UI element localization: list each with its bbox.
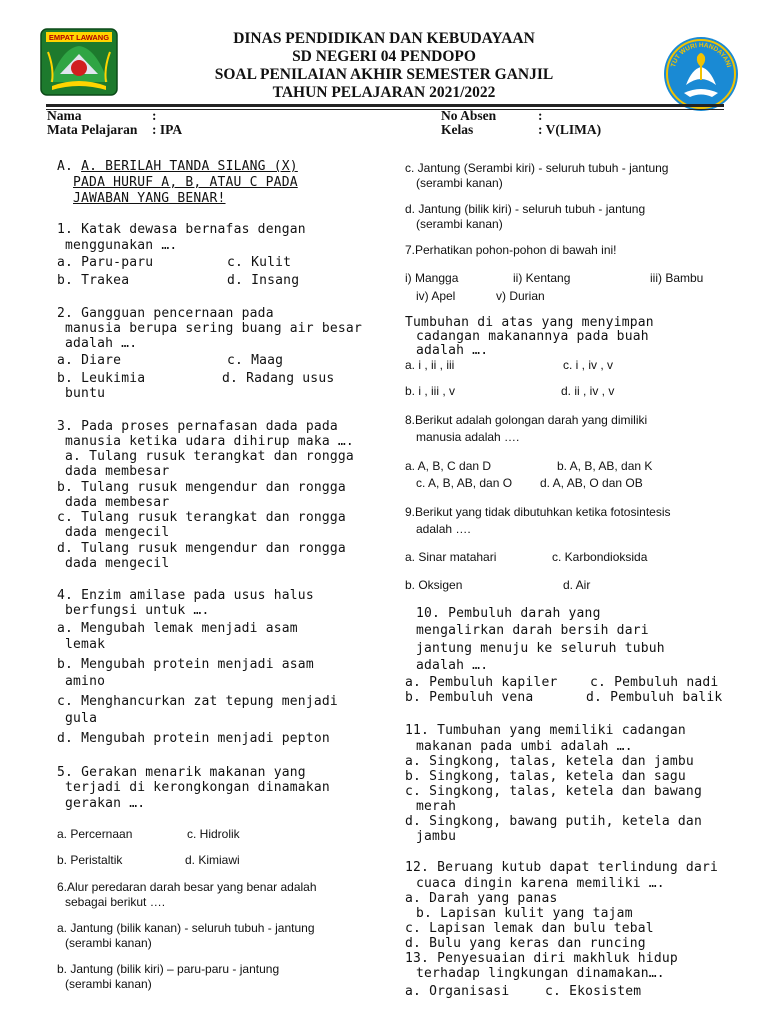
option-6a: a. Jantung (bilik kanan) - seluruh tubuh - jantung bbox=[57, 921, 315, 935]
question-3-text: manusia ketika udara dihirup maka …. bbox=[65, 434, 354, 449]
option-5c: c. Hidrolik bbox=[187, 827, 240, 841]
question-5-text: 5. Gerakan menarik makanan yang bbox=[57, 765, 306, 780]
option-7a: a. i , ii , iii bbox=[405, 358, 455, 372]
question-3-text: 3. Pada proses pernafasan dada pada bbox=[57, 419, 338, 434]
option-3a-cont: dada membesar bbox=[65, 464, 170, 479]
option-11d-cont: jambu bbox=[416, 829, 457, 844]
option-6d-cont: (serambi kanan) bbox=[416, 217, 503, 231]
question-12-text: cuaca dingin karena memiliki …. bbox=[416, 876, 665, 891]
option-7d: d. ii , iv , v bbox=[561, 384, 615, 398]
option-2c: c. Maag bbox=[227, 353, 284, 368]
item-7-ii: ii) Kentang bbox=[513, 271, 571, 285]
option-4b-cont: amino bbox=[65, 674, 106, 689]
option-11c: c. Singkong, talas, ketela dan bawang bbox=[405, 784, 702, 799]
mapel-label: Mata Pelajaran bbox=[47, 122, 138, 137]
option-13c: c. Ekosistem bbox=[545, 984, 642, 999]
nama-colon: : bbox=[152, 108, 157, 123]
question-9-text: 9.Berikut yang tidak dibutuhkan ketika fotosintesis bbox=[405, 505, 671, 519]
header-school: SD NEGERI 04 PENDOPO bbox=[292, 48, 476, 65]
item-7-i: i) Mangga bbox=[405, 271, 459, 285]
option-10b: b. Pembuluh vena bbox=[405, 690, 534, 705]
question-7-text: cadangan makanannya pada buah bbox=[416, 329, 649, 344]
option-9c: c. Karbondioksida bbox=[552, 550, 648, 564]
question-5-text: gerakan …. bbox=[65, 796, 146, 811]
option-4b: b. Mengubah protein menjadi asam bbox=[57, 657, 314, 672]
option-12c: c. Lapisan lemak dan bulu tebal bbox=[405, 921, 654, 936]
question-4-text: 4. Enzim amilase pada usus halus bbox=[57, 588, 314, 603]
option-13a: a. Organisasi bbox=[405, 984, 510, 999]
noabsen-colon: : bbox=[538, 108, 543, 123]
option-2d: d. Radang usus bbox=[222, 371, 335, 386]
option-8b: b. A, B, AB, dan K bbox=[557, 459, 653, 473]
option-8d: d. A, AB, O dan OB bbox=[540, 476, 643, 490]
option-1d: d. Insang bbox=[227, 273, 300, 288]
logo-right-label: TUT WURI HANDAYANI bbox=[669, 41, 733, 69]
question-7-text: adalah …. bbox=[416, 343, 489, 358]
kelas-value: : V(LIMA) bbox=[538, 122, 602, 137]
question-8-text: 8.Berikut adalah golongan darah yang dimiliki bbox=[405, 413, 648, 427]
instruction-line-2: PADA HURUF A, B, ATAU C PADA bbox=[73, 175, 298, 190]
option-10d: d. Pembuluh balik bbox=[586, 690, 723, 705]
option-2a: a. Diare bbox=[57, 353, 122, 368]
question-6-text: sebagai berikut …. bbox=[65, 895, 166, 909]
noabsen-label: No Absen bbox=[441, 108, 497, 123]
option-3c: c. Tulang rusuk terangkat dan rongga bbox=[57, 510, 346, 525]
question-1-text: menggunakan …. bbox=[65, 238, 178, 253]
instruction-line-3: JAWABAN YANG BENAR! bbox=[73, 191, 226, 206]
option-11c-cont: merah bbox=[416, 799, 457, 814]
question-4-text: berfungsi untuk …. bbox=[65, 603, 210, 618]
question-10-text: mengalirkan darah bersih dari bbox=[416, 623, 649, 638]
option-4c: c. Menghancurkan zat tepung menjadi bbox=[57, 694, 338, 709]
header-rule-thick bbox=[46, 104, 724, 107]
kelas-label: Kelas bbox=[441, 122, 474, 137]
option-8a: a. A, B, C dan D bbox=[405, 459, 492, 473]
question-13-text: 13. Penyesuaian diri makhluk hidup bbox=[405, 951, 678, 966]
option-12a: a. Darah yang panas bbox=[405, 891, 558, 906]
option-3d-cont: dada mengecil bbox=[65, 556, 170, 571]
question-11-text: makanan pada umbi adalah …. bbox=[416, 739, 633, 754]
option-6a-cont: (serambi kanan) bbox=[65, 936, 152, 950]
question-8-text: manusia adalah …. bbox=[416, 430, 520, 444]
option-10a: a. Pembuluh kapiler bbox=[405, 675, 558, 690]
option-12b: b. Lapisan kulit yang tajam bbox=[416, 906, 633, 921]
option-11d: d. Singkong, bawang putih, ketela dan bbox=[405, 814, 702, 829]
option-3a: a. Tulang rusuk terangkat dan rongga bbox=[65, 449, 354, 464]
option-3b: b. Tulang rusuk mengendur dan rongga bbox=[57, 480, 346, 495]
option-9b: b. Oksigen bbox=[405, 578, 463, 592]
question-10-text: 10. Pembuluh darah yang bbox=[416, 606, 601, 621]
option-5b: b. Peristaltik bbox=[57, 853, 123, 867]
option-4a-cont: lemak bbox=[65, 637, 106, 652]
item-7-iii: iii) Bambu bbox=[650, 271, 704, 285]
option-6d: d. Jantung (bilik kiri) - seluruh tubuh - jantung bbox=[405, 202, 646, 216]
option-1b: b. Trakea bbox=[57, 273, 130, 288]
option-5d: d. Kimiawi bbox=[185, 853, 240, 867]
option-9d: d. Air bbox=[563, 578, 591, 592]
question-11-text: 11. Tumbuhan yang memiliki cadangan bbox=[405, 723, 686, 738]
option-3d: d. Tulang rusuk mengendur dan rongga bbox=[57, 541, 346, 556]
option-2d-cont: buntu bbox=[65, 386, 106, 401]
header-agency: DINAS PENDIDIKAN DAN KEBUDAYAAN bbox=[233, 30, 535, 47]
option-12d: d. Bulu yang keras dan runcing bbox=[405, 936, 646, 951]
option-6c-cont: (serambi kanan) bbox=[416, 176, 503, 190]
question-2-text: manusia berupa sering buang air besar bbox=[65, 321, 362, 336]
nama-label: Nama bbox=[47, 108, 82, 123]
question-6-text: 6.Alur peredaran darah besar yang benar adalah bbox=[57, 880, 317, 894]
option-11a: a. Singkong, talas, ketela dan jambu bbox=[405, 754, 694, 769]
header-rule-thin bbox=[46, 109, 724, 110]
option-1c: c. Kulit bbox=[227, 255, 292, 270]
option-4c-cont: gula bbox=[65, 711, 98, 726]
logo-left-label: EMPAT LAWANG bbox=[48, 33, 110, 42]
header-year: TAHUN PELAJARAN 2021/2022 bbox=[272, 84, 496, 101]
option-6b-cont: (serambi kanan) bbox=[65, 977, 152, 991]
mapel-value: : IPA bbox=[152, 122, 183, 137]
option-10c: c. Pembuluh nadi bbox=[590, 675, 719, 690]
option-2b: b. Leukimia bbox=[57, 371, 146, 386]
option-3b-cont: dada membesar bbox=[65, 495, 170, 510]
option-6b: b. Jantung (bilik kiri) – paru-paru - jantung bbox=[57, 962, 280, 976]
item-7-v: v) Durian bbox=[496, 289, 545, 303]
option-3c-cont: dada mengecil bbox=[65, 525, 170, 540]
option-1a: a. Paru-paru bbox=[57, 255, 154, 270]
item-7-iv: iv) Apel bbox=[416, 289, 456, 303]
option-8c: c. A, B, AB, dan O bbox=[416, 476, 513, 490]
question-2-text: adalah …. bbox=[65, 336, 138, 351]
option-9a: a. Sinar matahari bbox=[405, 550, 497, 564]
question-7-text: 7.Perhatikan pohon-pohon di bawah ini! bbox=[405, 243, 617, 257]
question-2-text: 2. Gangguan pencernaan pada bbox=[57, 306, 274, 321]
option-4a: a. Mengubah lemak menjadi asam bbox=[57, 621, 298, 636]
question-12-text: 12. Beruang kutub dapat terlindung dari bbox=[405, 860, 719, 875]
question-1-text: 1. Katak dewasa bernafas dengan bbox=[57, 222, 306, 237]
option-4d: d. Mengubah protein menjadi pepton bbox=[57, 731, 330, 746]
question-9-text: adalah …. bbox=[416, 522, 471, 536]
question-5-text: terjadi di kerongkongan dinamakan bbox=[65, 780, 330, 795]
option-11b: b. Singkong, talas, ketela dan sagu bbox=[405, 769, 686, 784]
option-6c: c. Jantung (Serambi kiri) - seluruh tubuh - jantung bbox=[405, 161, 669, 175]
instruction-line-1: A. A. BERILAH TANDA SILANG (X) bbox=[57, 159, 298, 174]
option-7c: c. i , iv , v bbox=[563, 358, 614, 372]
option-5a: a. Percernaan bbox=[57, 827, 133, 841]
question-10-text: jantung menuju ke seluruh tubuh bbox=[416, 641, 665, 656]
header-exam-title: SOAL PENILAIAN AKHIR SEMESTER GANJIL bbox=[214, 66, 554, 83]
question-10-text: adalah …. bbox=[416, 658, 489, 673]
question-13-text: terhadap lingkungan dinamakan…. bbox=[416, 966, 665, 981]
option-7b: b. i , iii , v bbox=[405, 384, 456, 398]
question-7-text: Tumbuhan di atas yang menyimpan bbox=[405, 315, 654, 330]
